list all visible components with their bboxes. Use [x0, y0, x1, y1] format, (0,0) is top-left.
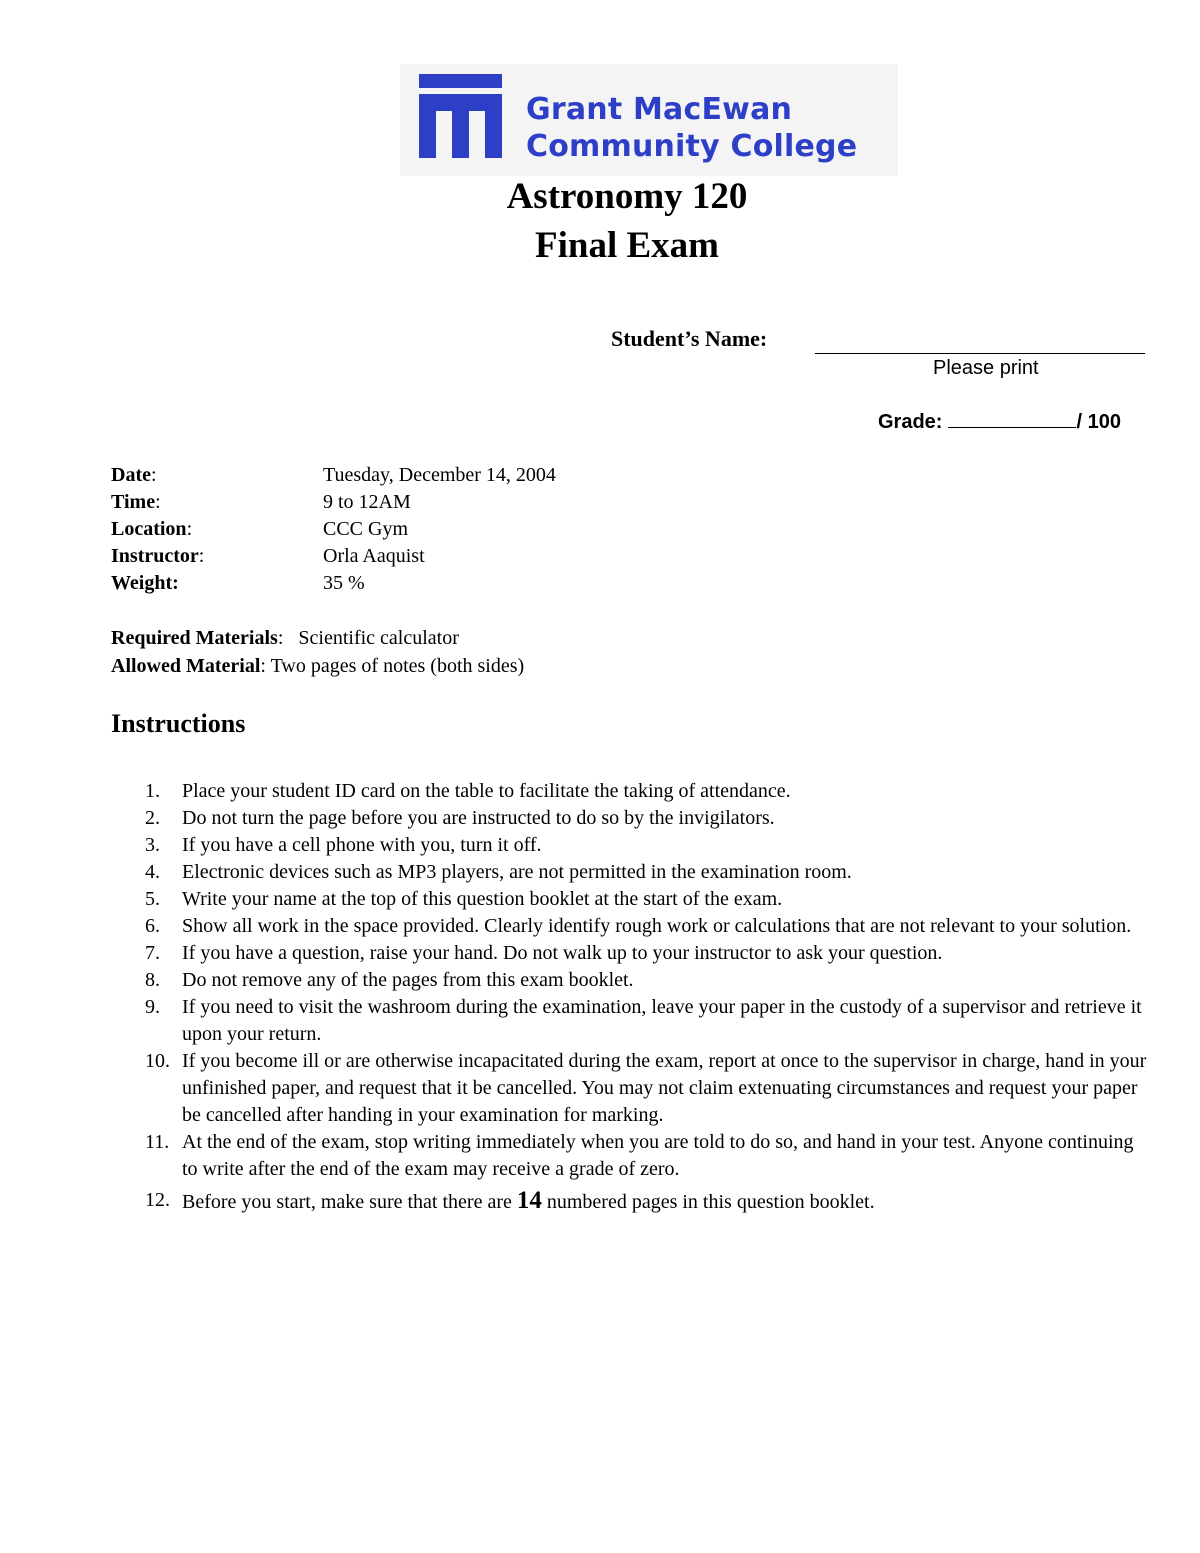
student-name-label: Student’s Name:: [611, 326, 768, 351]
item-number: 4.: [145, 861, 160, 883]
grade-out-of: / 100: [1076, 411, 1121, 433]
list-item: [111, 913, 1151, 940]
required-materials-value: Scientific calculator: [298, 627, 459, 649]
item-text: Show all work in the space provided. Clearly identify rough work or calculations that are not relevant to your solution.: [182, 915, 1132, 937]
college-logo: [400, 64, 898, 176]
logo-line-2: Community College: [526, 129, 858, 164]
allowed-material: Allowed Material: Two pages of notes (both sides): [111, 655, 525, 677]
item-number: 11.: [145, 1131, 170, 1153]
detail-label: Weight:: [111, 572, 179, 594]
item-text: If you have a cell phone with you, turn it off.: [182, 834, 542, 856]
item-text: Place your student ID card on the table to facilitate the taking of attendance.: [182, 780, 791, 802]
detail-value: Tuesday, December 14, 2004: [323, 464, 556, 486]
grade-field-row: [878, 407, 1121, 436]
list-item: [111, 805, 1151, 832]
detail-label: Location:: [111, 518, 193, 540]
list-item: [111, 832, 1151, 859]
item-text: If you need to visit the washroom during the examination, leave your paper in the custody of a supervisor and retrieve it upon your return.: [182, 996, 1142, 1045]
detail-value: 35 %: [323, 572, 365, 594]
college-logo-mark-icon: [400, 64, 526, 176]
list-item: [111, 778, 1151, 805]
item-number: 5.: [145, 888, 160, 910]
list-item: [111, 1048, 1151, 1129]
item-text-after: numbered pages in this question booklet.: [541, 1191, 875, 1213]
item-text: At the end of the exam, stop writing immediately when you are told to do so, and hand in your test. Anyone continuing to write after the end of the exam may receive a grade of zero.: [182, 1131, 1134, 1180]
allowed-material-value: Two pages of notes (both sides): [270, 655, 525, 677]
list-item: [111, 886, 1151, 913]
list-item: [111, 994, 1151, 1048]
item-text: If you become ill or are otherwise incapacitated during the exam, report at once to the supervisor in charge, hand in your unfinished paper, and request that it be cancelled. You may not claim extenuating circumstances and request your paper be cancelled after handing in your examination for marking.: [182, 1050, 1147, 1126]
page-count: 14: [516, 1187, 542, 1214]
exam-title: Final Exam: [535, 225, 719, 266]
detail-label: Date:: [111, 464, 157, 486]
item-number: 12.: [145, 1189, 170, 1211]
list-item: [111, 967, 1151, 994]
please-print-hint: Please print: [933, 357, 1039, 379]
allowed-material-label: Allowed Material: [111, 655, 261, 677]
item-text: Do not remove any of the pages from this exam booklet.: [182, 969, 634, 991]
item-number: 8.: [145, 969, 160, 991]
item-text: Do not turn the page before you are instructed to do so by the invigilators.: [182, 807, 775, 829]
list-item: [111, 859, 1151, 886]
item-number: 9.: [145, 996, 160, 1018]
item-number: 2.: [145, 807, 160, 829]
instructions-heading: Instructions: [111, 709, 246, 738]
item-text-before: Before you start, make sure that there are: [182, 1191, 517, 1213]
college-logo-text: [526, 91, 857, 165]
grade-label: Grade:: [878, 411, 943, 433]
logo-line-1: Grant MacEwan: [526, 92, 793, 127]
required-materials: Required Materials: Scientific calculator: [111, 627, 459, 649]
item-number: 1.: [145, 780, 160, 802]
item-number: 3.: [145, 834, 160, 856]
required-materials-label: Required Materials: [111, 627, 278, 649]
exam-materials: [111, 624, 524, 680]
item-number: 10.: [145, 1050, 170, 1072]
list-item: [111, 1129, 1151, 1183]
detail-value: 9 to 12AM: [323, 491, 411, 513]
item-number: 7.: [145, 942, 160, 964]
detail-value: Orla Aaquist: [323, 545, 425, 567]
course-title: Astronomy 120: [506, 176, 748, 217]
list-item: [111, 1187, 1151, 1216]
item-text: Write your name at the top of this question booklet at the start of the exam.: [182, 888, 783, 910]
item-text: If you have a question, raise your hand. Do not walk up to your instructor to ask your question.: [182, 942, 943, 964]
detail-label: Instructor:: [111, 545, 205, 567]
detail-label: Time:: [111, 491, 161, 513]
detail-value: CCC Gym: [323, 518, 409, 540]
list-item: [111, 940, 1151, 967]
item-number: 6.: [145, 915, 160, 937]
instructions-list: [111, 778, 1151, 1216]
item-text: Electronic devices such as MP3 players, are not permitted in the examination room.: [182, 861, 852, 883]
grade-blank[interactable]: [948, 407, 1076, 428]
